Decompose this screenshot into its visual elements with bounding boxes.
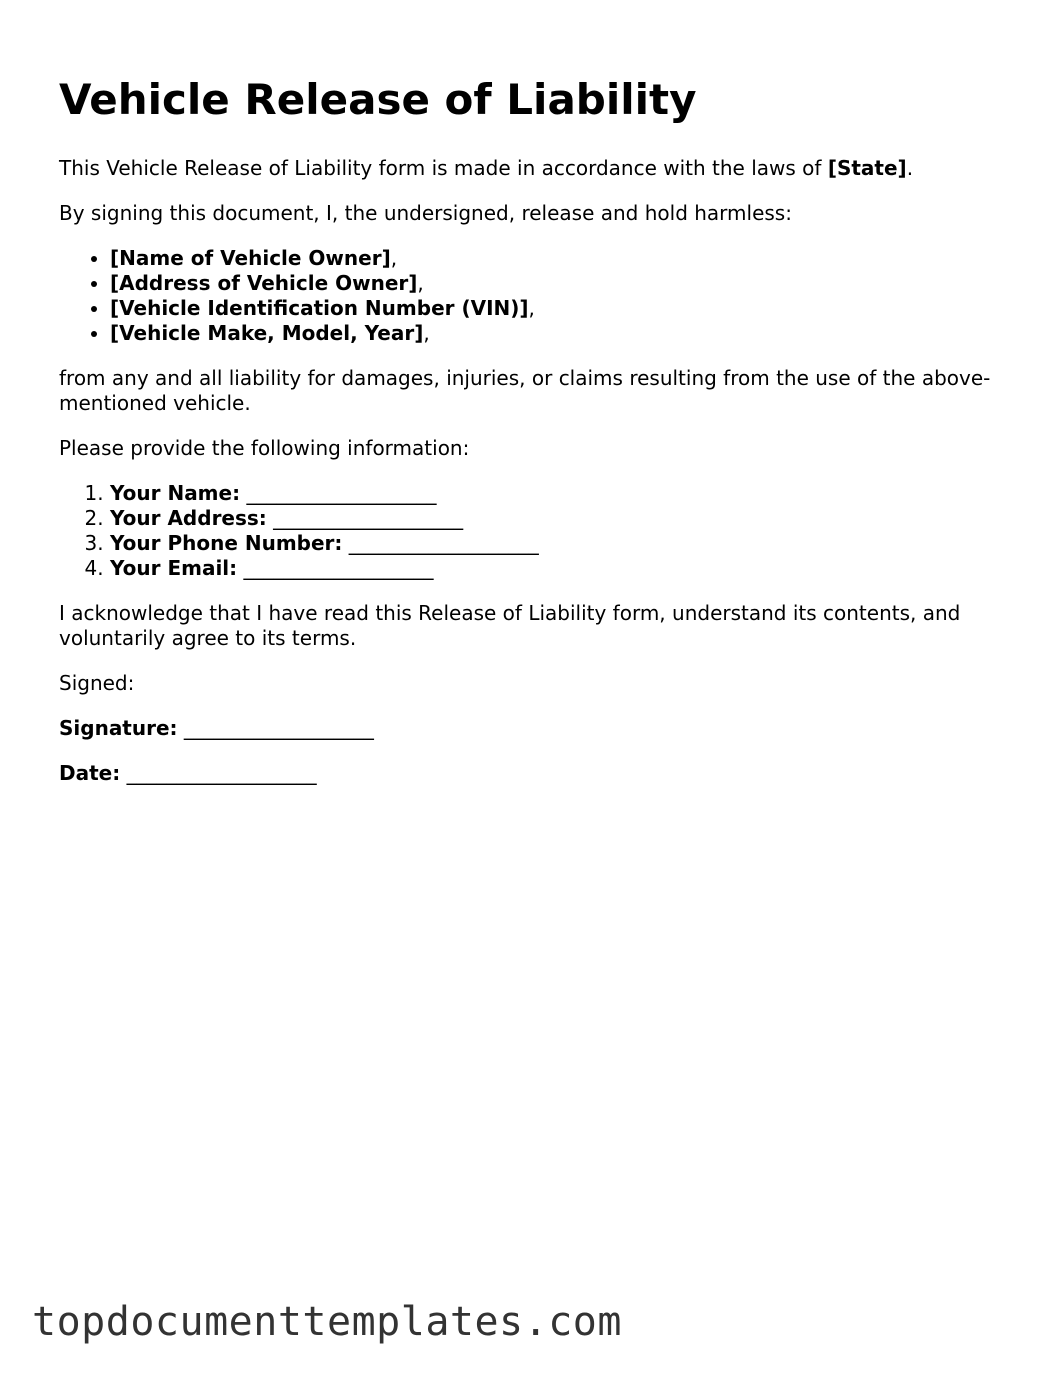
document-page (59, 72, 1009, 806)
list-item (110, 246, 1009, 271)
party-label: [Vehicle Make, Model, Year] (110, 321, 424, 345)
party-label: [Name of Vehicle Owner] (110, 246, 391, 270)
list-item (110, 296, 1009, 321)
site-watermark: topdocumenttemplates.com (32, 1299, 622, 1345)
party-suffix: , (390, 246, 398, 270)
list-item (110, 321, 1009, 346)
field-label: Your Phone Number: (110, 531, 343, 555)
list-item (110, 531, 1009, 556)
field-label: Your Email: (110, 556, 238, 580)
party-suffix: , (417, 271, 424, 295)
party-label: [Vehicle Identification Number (VIN)] (110, 296, 529, 320)
field-blank: ___________________ (348, 531, 539, 555)
release-intro: By signing this document, I, the undersigned, release and hold harmless: (59, 201, 792, 225)
liability-paragraph: from any and all liability for damages, injuries, or claims resulting from the use of the above-mentioned vehicle. (59, 366, 991, 415)
acknowledgment-paragraph: I acknowledge that I have read this Release of Liability form, understand its contents, and voluntarily agree to its terms. (59, 601, 961, 650)
list-item (110, 556, 1009, 581)
signature-blank: ___________________ (183, 716, 374, 740)
intro-text: This Vehicle Release of Liability form is made in accordance with the laws of (59, 156, 828, 180)
party-suffix: , (528, 296, 535, 320)
party-label: [Address of Vehicle Owner] (110, 271, 418, 295)
signature-label: Signature: (59, 716, 178, 740)
date-blank: ___________________ (126, 761, 317, 785)
info-prompt: Please provide the following information: (59, 436, 470, 460)
signature-line (59, 716, 1009, 741)
intro-paragraph (59, 156, 1009, 181)
intro-end: . (906, 156, 914, 180)
field-blank: ___________________ (246, 481, 437, 505)
field-label: Your Name: (110, 481, 241, 505)
list-item (110, 481, 1009, 506)
party-suffix: , (423, 321, 430, 345)
fields-list (59, 481, 1009, 581)
list-item (110, 506, 1009, 531)
document-title: Vehicle Release of Liability (59, 75, 697, 124)
date-line (59, 761, 1009, 786)
list-item (110, 271, 1009, 296)
parties-list (59, 246, 1009, 346)
field-blank: ___________________ (273, 506, 464, 530)
date-label: Date: (59, 761, 121, 785)
field-blank: ___________________ (243, 556, 434, 580)
field-label: Your Address: (110, 506, 267, 530)
signed-label: Signed: (59, 671, 135, 695)
state-placeholder: [State] (827, 156, 907, 180)
